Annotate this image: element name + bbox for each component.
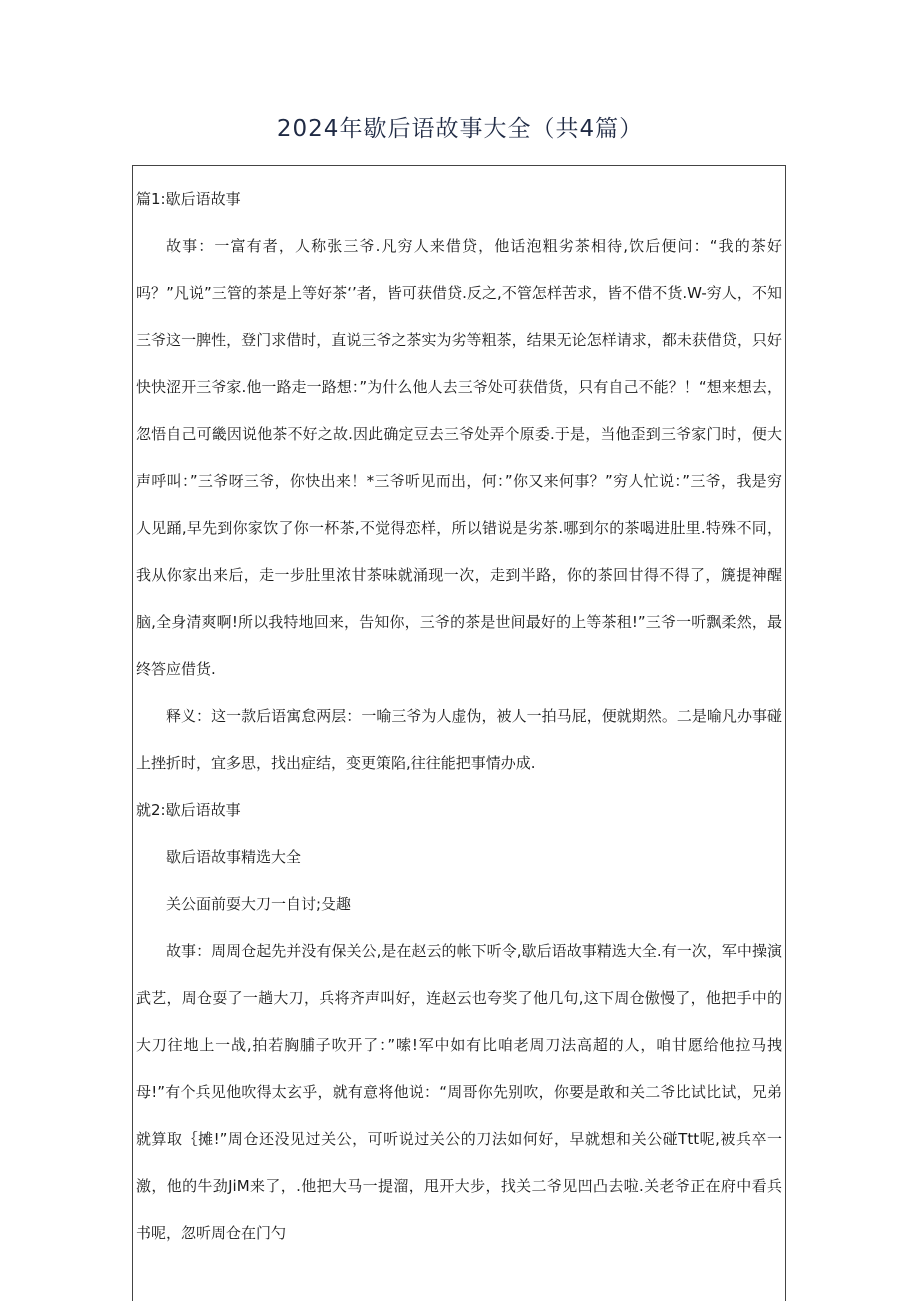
- subheading-paragraph: 歇后语故事精选大全: [166, 848, 302, 866]
- meaning-paragraph: 释义：这一款后语寓怠两层：一喻三爷为人虚伪，被人一拍马屁，便就期然。二是喻凡办事碰上挫折时，宜多思，找出症结，变更策陷,往往能把事情办成.: [136, 707, 782, 772]
- story-paragraph: 故事：周周仓起先并没有保关公,是在赵云的帐下听令,歇后语故事精选大全.有一次，军中操演武艺，周仓耍了一趟大刀，兵将齐声叫好，连赵云也夸奖了他几句,这下周仓傲慢了，他把手中的大刀往地上一战,拍若胸脯子吹开了：”嗦!军中如有比咱老周刀法高超的人，咱甘愿给他拉马拽母!”有个兵见他吹得太玄乎，就有意将他说：“周哥你先别吹，你要是敢和关二爷比试比试，兄弟就算取｛摊!”周仓还没见过关公，可听说过关公的刀法如何好，早就想和关公碰Ttt呢,被兵卒一激，他的牛劲JiM来了，.他把大马一提溜，甩开大步，找关二爷见凹凸去啦.关老爷正在府中看兵书呢，忽听周仓在门勺: [136, 942, 782, 1242]
- document-body: [136, 176, 782, 1257]
- story-paragraph: 故事：一富有者，人称张三爷.凡穷人来借贷，他话泡粗劣茶相待,饮后便问：“我的茶好吗？”凡说”三管的茶是上等好茶‘’者，皆可获借贷.反之,不管怎样苦求，皆不借不货.W-穷人，不知三爷这一脾性，登门求借时，直说三爷之茶实为劣等粗茶，结果无论怎样请求，都未获借贷，只好快快涩开三爷家.他一路走一路想：”为什么他人去三爷处可获借货，只有自己不能？！“想来想去，忽悟自己可畿因说他茶不好之故.因此确定豆去三爷处弄个原委.于是，当他歪到三爷家门时，便大声呼叫：”三爷呀三爷，你快出来！*三爷听见而出，何：”你又来何事？”穷人忙说：”三爷，我是穷人见踊,早先到你家饮了你一杯茶,不觉得恋样，所以错说是劣茶.哪到尔的茶喝进肚里.特殊不同，我从你家出来后，走一步肚里浓甘茶味就涌现一次，走到半路，你的茶回甘得不得了，篪提神醒脑,全身清爽啊!所以我特地回来，告知你，三爷的茶是世间最好的上等茶租!”三爷一听飘柔然，最终答应借货.: [136, 237, 782, 678]
- proverb-paragraph: 关公面前耍大刀一自讨;殳趣: [166, 895, 352, 913]
- section-heading-1: 篇1:歇后语故事: [136, 190, 241, 208]
- document-title: 2024年歇后语故事大全（共4篇）: [276, 116, 644, 142]
- section-heading-2: 就2:歇后语故事: [136, 801, 241, 819]
